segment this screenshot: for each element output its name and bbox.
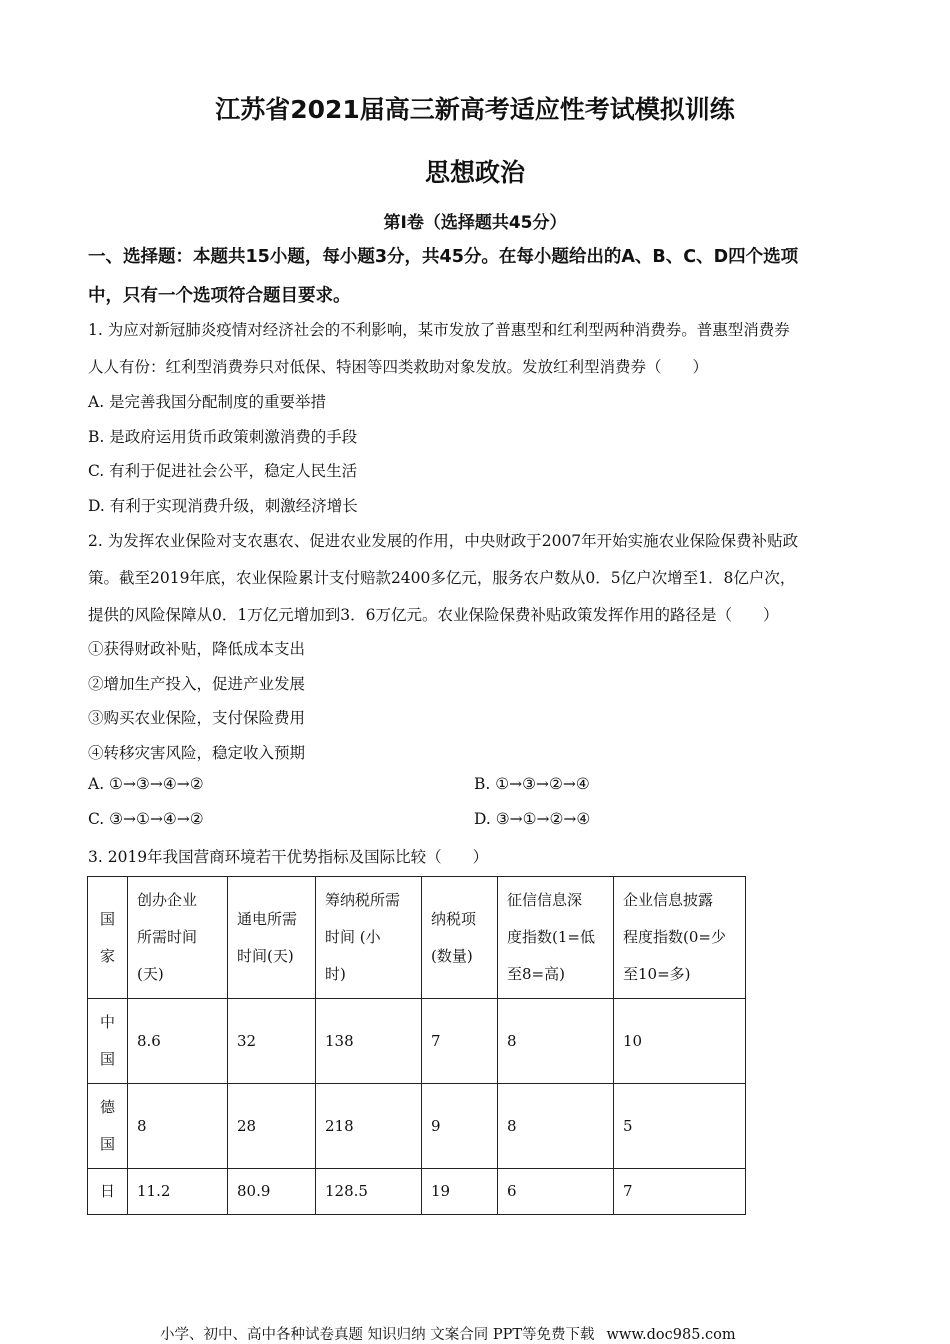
footer <box>160 1323 736 1344</box>
q2-stem-line-3: 提供的风险保障从0．1万亿元增加到3．6万亿元。农业保险保费补贴政策发挥作用的路径是（ ） <box>88 606 779 624</box>
indicator-table <box>87 876 746 1215</box>
table-cell: 8 <box>498 999 614 1084</box>
instructions-line-2: 中，只有一个选项符合题目要求。 <box>88 286 351 306</box>
q2-option-d: D. ③→①→②→④ <box>474 810 591 828</box>
table-row <box>88 1169 746 1215</box>
row-country: 德 国 <box>88 1084 128 1169</box>
table-cell: 218 <box>316 1084 422 1169</box>
header-country: 国 家 <box>88 877 128 999</box>
section-title: 第Ⅰ卷（选择题共45分） <box>383 213 567 233</box>
q2-option-a: A. ①→③→④→② <box>88 775 204 793</box>
header-tax-time: 筹纳税所需 时间 (小 时) <box>316 877 422 999</box>
q2-item-2: ②增加生产投入，促进产业发展 <box>88 675 306 693</box>
q2-option-b: B. ①→③→②→④ <box>474 775 590 793</box>
table-cell: 6 <box>498 1169 614 1215</box>
table-cell: 7 <box>614 1169 746 1215</box>
q1-option-d: D. 有利于实现消费升级，刺激经济增长 <box>88 497 358 515</box>
instructions-line-1: 一、选择题：本题共15小题，每小题3分，共45分。在每小题给出的A、B、C、D四个选项 <box>88 247 799 267</box>
q2-option-c: C. ③→①→④→② <box>88 810 204 828</box>
table-cell: 128.5 <box>316 1169 422 1215</box>
table-cell: 32 <box>228 999 316 1084</box>
q1-option-a: A. 是完善我国分配制度的重要举措 <box>88 393 327 411</box>
q1-option-c: C. 有利于促进社会公平，稳定人民生活 <box>88 462 358 480</box>
table-header-row <box>88 877 746 999</box>
header-electricity-time: 通电所需 时间(天) <box>228 877 316 999</box>
table-cell: 80.9 <box>228 1169 316 1215</box>
table-cell: 138 <box>316 999 422 1084</box>
table-cell: 8 <box>498 1084 614 1169</box>
q2-stem-line-2: 策。截至2019年底，农业保险累计支付赔款2400多亿元，服务农户数从0．5亿户次增至1．8亿户次， <box>88 569 796 587</box>
row-country: 中 国 <box>88 999 128 1084</box>
table-cell: 11.2 <box>128 1169 228 1215</box>
q1-option-b: B. 是政府运用货币政策刺激消费的手段 <box>88 428 358 446</box>
exam-title: 江苏省2021届高三新高考适应性考试模拟训练 <box>215 95 735 124</box>
row-country: 日 <box>88 1169 128 1215</box>
footer-text: 小学、初中、高中各种试卷真题 知识归纳 文案合同 PPT等免费下载 <box>160 1327 595 1343</box>
header-credit-index: 征信信息深 度指数(1=低 至8=高) <box>498 877 614 999</box>
footer-url[interactable]: www.doc985.com <box>606 1327 736 1343</box>
header-disclosure-index: 企业信息披露 程度指数(0=少 至10=多) <box>614 877 746 999</box>
header-tax-items: 纳税项 (数量) <box>422 877 498 999</box>
table-cell: 9 <box>422 1084 498 1169</box>
q2-item-1: ①获得财政补贴，降低成本支出 <box>88 640 306 658</box>
q1-stem-line-2: 人人有份：红利型消费券只对低保、特困等四类救助对象发放。发放红利型消费券（ ） <box>88 358 709 376</box>
subject-title: 思想政治 <box>424 158 525 187</box>
table-cell: 8 <box>128 1084 228 1169</box>
table-cell: 5 <box>614 1084 746 1169</box>
q2-stem-line-1: 2. 为发挥农业保险对支农惠农、促进农业发展的作用，中央财政于2007年开始实施农业保险保费补贴政 <box>88 532 799 550</box>
q2-item-4: ④转移灾害风险，稳定收入预期 <box>88 744 306 762</box>
table-cell: 7 <box>422 999 498 1084</box>
table-cell: 28 <box>228 1084 316 1169</box>
table-cell: 10 <box>614 999 746 1084</box>
q3-stem: 3. 2019年我国营商环境若干优势指标及国际比较（ ） <box>88 848 489 866</box>
header-startup-time: 创办企业 所需时间 (天) <box>128 877 228 999</box>
table-row <box>88 999 746 1084</box>
q2-item-3: ③购买农业保险，支付保险费用 <box>88 709 306 727</box>
table-cell: 8.6 <box>128 999 228 1084</box>
q1-stem-line-1: 1. 为应对新冠肺炎疫情对经济社会的不利影响，某市发放了普惠型和红利型两种消费券。普惠型消费券 <box>88 321 790 339</box>
table-cell: 19 <box>422 1169 498 1215</box>
table-row <box>88 1084 746 1169</box>
